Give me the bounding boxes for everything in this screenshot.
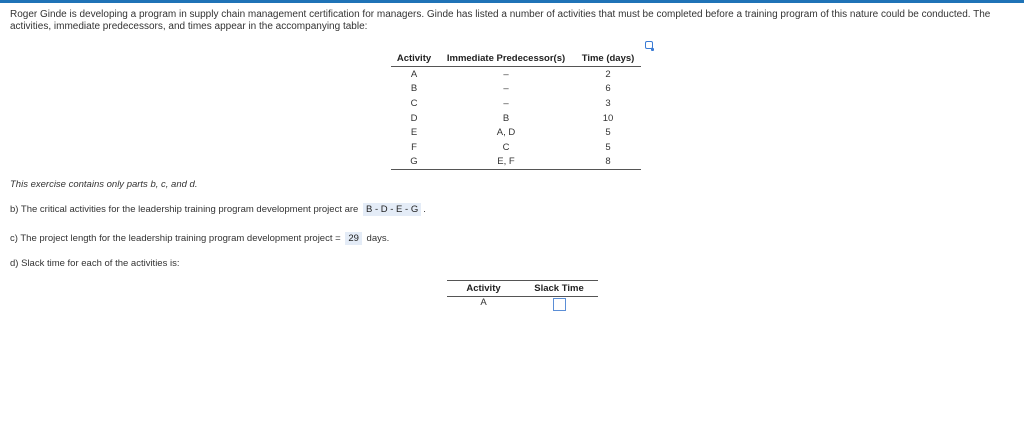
table-row xyxy=(391,111,641,126)
table-row xyxy=(391,140,641,155)
problem-statement: Roger Ginde is developing a program in supply chain management certification for managers. Ginde has listed a number of activities that must be completed before a training program of this nature could be conducted. The activities, immediate predecessors, and times appear in the accompanying table: xyxy=(10,9,991,32)
header-predecessors: Immediate Predecessor(s) xyxy=(437,51,575,67)
copy-table-icon[interactable] xyxy=(645,41,653,49)
predecessor-cell: A, D xyxy=(496,127,516,139)
table-row xyxy=(391,67,641,82)
part-c-question xyxy=(10,232,389,245)
activity-table-header xyxy=(391,51,641,67)
predecessor-cell: – xyxy=(503,97,509,109)
activity-cell: A xyxy=(480,297,487,308)
part-c-prompt: c) The project length for the leadership training program development project = xyxy=(10,233,341,244)
table-row xyxy=(447,297,598,315)
exercise-note: This exercise contains only parts b, c, and d. xyxy=(10,179,198,190)
table-row xyxy=(391,125,641,140)
slack-input-a[interactable] xyxy=(553,298,566,311)
time-cell: 3 xyxy=(605,97,611,109)
activity-cell: A xyxy=(410,68,418,80)
predecessor-cell: E, F xyxy=(437,155,575,170)
part-d-question: d) Slack time for each of the activities is: xyxy=(10,258,180,269)
activity-cell: C xyxy=(410,97,418,109)
slack-cell xyxy=(520,297,598,315)
predecessor-cell: – xyxy=(503,68,509,80)
top-accent-bar xyxy=(0,0,1024,3)
time-cell: 2 xyxy=(605,68,611,80)
table-row xyxy=(391,155,641,170)
header-activity: Activity xyxy=(391,51,437,67)
part-b-prompt: b) The critical activities for the leadership training program development project are xyxy=(10,204,359,215)
project-length-answer[interactable]: 29 xyxy=(345,232,362,245)
predecessor-cell: B xyxy=(502,112,510,124)
predecessor-cell: C xyxy=(502,141,510,153)
time-cell: 8 xyxy=(575,155,641,170)
slack-table xyxy=(447,280,598,314)
table-row xyxy=(391,82,641,97)
critical-path-answer[interactable]: B - D - E - G xyxy=(363,203,421,216)
slack-table-header xyxy=(447,281,598,297)
part-c-suffix: days. xyxy=(366,233,390,244)
part-b-question xyxy=(10,203,426,216)
table-row xyxy=(391,96,641,111)
activity-cell: D xyxy=(410,112,418,124)
time-cell: 6 xyxy=(605,83,611,95)
predecessor-cell: – xyxy=(503,83,509,95)
activity-cell: B xyxy=(410,83,418,95)
activity-cell: E xyxy=(410,127,418,139)
time-cell: 5 xyxy=(605,127,611,139)
header-time: Time (days) xyxy=(575,51,641,67)
activity-table xyxy=(391,51,641,170)
header-activity: Activity xyxy=(447,281,520,297)
time-cell: 5 xyxy=(605,141,611,153)
activity-cell: F xyxy=(411,141,417,153)
part-b-suffix: . xyxy=(423,204,426,215)
time-cell: 10 xyxy=(602,112,614,124)
activity-cell: G xyxy=(391,155,437,170)
header-slack-time: Slack Time xyxy=(520,281,598,297)
